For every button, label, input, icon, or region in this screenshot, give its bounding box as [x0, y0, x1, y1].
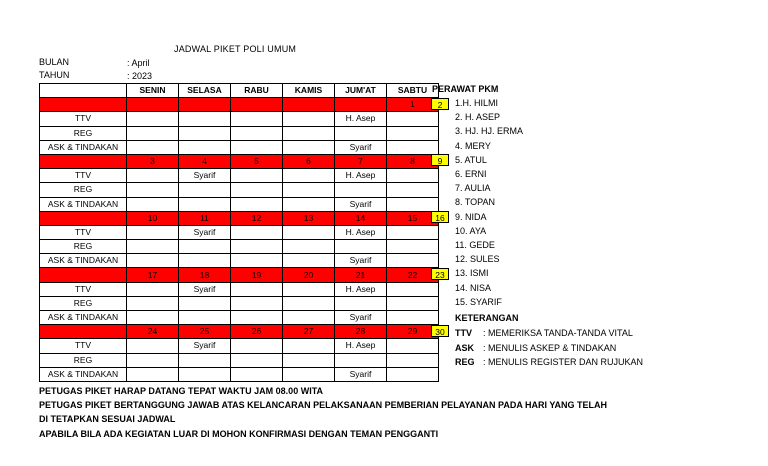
day-header: SELASA	[179, 84, 231, 98]
duty-cell	[231, 240, 283, 254]
duty-cell	[179, 311, 231, 325]
duty-cell: Syarif	[335, 311, 387, 325]
legend-description: : MENULIS REGISTER DAN RUJUKAN	[483, 357, 644, 367]
date-cell: 27	[283, 325, 335, 339]
week-date-row	[40, 268, 439, 282]
date-cell: 18	[179, 268, 231, 282]
note-line: PETUGAS PIKET BERTANGGUNG JAWAB ATAS KELANCARAN PELAKSANAAN PEMBERIAN PELAYANAN PADA HARI YANG TELAH	[39, 400, 608, 410]
nurse-item: 9. NIDA	[455, 211, 487, 222]
duty-cell	[231, 112, 283, 126]
duty-cell	[283, 353, 335, 367]
date-cell: 17	[127, 268, 179, 282]
duty-cell	[387, 296, 439, 310]
date-cell: 6	[283, 154, 335, 168]
duty-cell: Syarif	[335, 367, 387, 381]
date-cell: 11	[179, 211, 231, 225]
duty-row	[40, 140, 439, 154]
duty-cell	[127, 112, 179, 126]
date-cell: 24	[127, 325, 179, 339]
duty-cell	[127, 183, 179, 197]
duty-cell	[387, 367, 439, 381]
nurse-item: 2. H. ASEP	[455, 112, 501, 123]
duty-cell	[283, 126, 335, 140]
date-cell: 12	[231, 211, 283, 225]
duty-cell	[387, 353, 439, 367]
legend-code: REG	[455, 357, 475, 367]
duty-cell	[283, 225, 335, 239]
duty-cell	[179, 353, 231, 367]
legend-description: : MENULIS ASKEP & TINDAKAN	[483, 342, 617, 353]
date-cell: 25	[179, 325, 231, 339]
duty-cell	[127, 240, 179, 254]
duty-label: ASK & TINDAKAN	[40, 367, 127, 381]
date-cell: 5	[231, 154, 283, 168]
legend-code: ASK	[455, 342, 475, 353]
duty-cell	[127, 296, 179, 310]
nurse-item: 10. AYA	[455, 225, 487, 236]
nurse-item: 8. TOPAN	[455, 197, 496, 208]
duty-cell	[127, 339, 179, 353]
duty-label: REG	[40, 126, 127, 140]
keterangan-title: KETERANGAN	[455, 313, 519, 323]
duty-label: TTV	[40, 339, 127, 353]
duty-label: ASK & TINDAKAN	[40, 140, 127, 154]
day-header: JUM'AT	[335, 84, 387, 98]
duty-cell	[387, 169, 439, 183]
duty-cell	[179, 112, 231, 126]
duty-cell	[283, 296, 335, 310]
nurse-item: 14. NISA	[455, 282, 492, 293]
tahun-label: TAHUN	[39, 70, 70, 80]
duty-cell: H. Asep	[335, 169, 387, 183]
note-line: APABILA BILA ADA KEGIATAN LUAR DI MOHON KONFIRMASI DENGAN TEMAN PENGGANTI	[39, 429, 439, 439]
duty-label: TTV	[40, 282, 127, 296]
duty-cell	[335, 126, 387, 140]
schedule-table	[39, 83, 439, 382]
duty-row	[40, 353, 439, 367]
duty-cell: H. Asep	[335, 225, 387, 239]
duty-cell	[387, 126, 439, 140]
duty-cell	[231, 353, 283, 367]
duty-cell	[283, 169, 335, 183]
date-cell	[283, 98, 335, 112]
nurse-item: 13. ISMI	[455, 268, 489, 279]
duty-cell	[283, 367, 335, 381]
duty-cell	[127, 353, 179, 367]
date-cell	[179, 98, 231, 112]
nurse-item: 12. SULES	[455, 254, 500, 265]
duty-label: ASK & TINDAKAN	[40, 197, 127, 211]
legend-description: : MEMERIKSA TANDA-TANDA VITAL	[483, 328, 633, 338]
duty-cell: H. Asep	[335, 112, 387, 126]
nurse-item: 6. ERNI	[455, 169, 487, 179]
duty-cell	[127, 169, 179, 183]
duty-row	[40, 225, 439, 239]
date-row-label	[40, 154, 127, 168]
date-row-label	[40, 211, 127, 225]
date-cell: 8	[387, 154, 439, 168]
duty-cell	[283, 140, 335, 154]
duty-label: ASK & TINDAKAN	[40, 254, 127, 268]
date-cell: 28	[335, 325, 387, 339]
duty-cell: H. Asep	[335, 339, 387, 353]
day-header: KAMIS	[283, 84, 335, 98]
duty-label: REG	[40, 296, 127, 310]
date-cell: 19	[231, 268, 283, 282]
header-row	[40, 84, 439, 98]
duty-cell	[387, 197, 439, 211]
duty-cell	[231, 311, 283, 325]
bulan-value: : April	[127, 58, 150, 68]
duty-cell	[179, 254, 231, 268]
duty-row	[40, 183, 439, 197]
date-cell: 7	[335, 154, 387, 168]
week-date-row	[40, 98, 439, 112]
date-cell: 14	[335, 211, 387, 225]
extra-date-box: 30	[431, 325, 449, 337]
duty-cell: Syarif	[179, 169, 231, 183]
duty-row	[40, 169, 439, 183]
duty-cell	[231, 140, 283, 154]
duty-cell	[231, 225, 283, 239]
duty-label: REG	[40, 353, 127, 367]
date-cell: 15	[387, 211, 439, 225]
nurse-item: 15. SYARIF	[455, 296, 502, 307]
duty-row	[40, 367, 439, 381]
extra-date-box: 23	[431, 268, 449, 280]
date-row-label	[40, 98, 127, 112]
date-cell: 29	[387, 325, 439, 339]
duty-cell	[387, 240, 439, 254]
duty-cell	[231, 296, 283, 310]
date-cell: 22	[387, 268, 439, 282]
nurse-item: 4. MERY	[455, 140, 491, 151]
duty-cell	[231, 197, 283, 211]
nurses-title: PERAWAT PKM	[432, 84, 499, 94]
duty-cell	[231, 254, 283, 268]
date-cell	[231, 98, 283, 112]
duty-cell	[387, 225, 439, 239]
date-row-label	[40, 325, 127, 339]
duty-cell	[127, 367, 179, 381]
nurse-item: 7. AULIA	[455, 183, 491, 194]
nurse-item: 5. ATUL	[455, 154, 487, 165]
duty-cell	[127, 126, 179, 140]
duty-cell	[179, 240, 231, 254]
duty-cell	[387, 140, 439, 154]
duty-cell	[179, 183, 231, 197]
duty-cell	[335, 183, 387, 197]
duty-cell	[335, 296, 387, 310]
duty-cell: Syarif	[179, 225, 231, 239]
page-title: JADWAL PIKET POLI UMUM	[174, 44, 297, 54]
duty-row	[40, 339, 439, 353]
duty-cell	[387, 311, 439, 325]
duty-cell	[127, 225, 179, 239]
legend-code: TTV	[455, 328, 472, 338]
date-cell: 10	[127, 211, 179, 225]
tahun-value: : 2023	[127, 71, 153, 81]
duty-cell	[231, 126, 283, 140]
nurse-item: 3. HJ. HJ. ERMA	[455, 126, 524, 137]
duty-cell	[387, 282, 439, 296]
date-cell	[127, 98, 179, 112]
duty-cell	[127, 140, 179, 154]
duty-row	[40, 296, 439, 310]
duty-cell: Syarif	[179, 339, 231, 353]
duty-cell	[179, 126, 231, 140]
duty-cell	[127, 197, 179, 211]
duty-row	[40, 126, 439, 140]
duty-cell	[231, 169, 283, 183]
duty-cell: Syarif	[179, 282, 231, 296]
header-corner	[40, 84, 127, 98]
duty-cell	[231, 367, 283, 381]
duty-cell: H. Asep	[335, 282, 387, 296]
week-date-row	[40, 211, 439, 225]
duty-cell	[283, 254, 335, 268]
week-date-row	[40, 154, 439, 168]
duty-cell	[387, 183, 439, 197]
extra-date-box: 16	[431, 211, 449, 223]
duty-label: TTV	[40, 112, 127, 126]
day-header: SABTU	[387, 84, 439, 98]
date-cell: 13	[283, 211, 335, 225]
date-row-label	[40, 268, 127, 282]
duty-cell	[283, 282, 335, 296]
date-cell: 3	[127, 154, 179, 168]
duty-cell: Syarif	[335, 140, 387, 154]
date-cell: 21	[335, 268, 387, 282]
duty-label: ASK & TINDAKAN	[40, 311, 127, 325]
duty-cell	[283, 183, 335, 197]
date-cell: 1	[387, 98, 439, 112]
date-cell: 20	[283, 268, 335, 282]
date-cell	[335, 98, 387, 112]
duty-cell: Syarif	[335, 254, 387, 268]
duty-label: TTV	[40, 169, 127, 183]
duty-cell	[179, 296, 231, 310]
duty-cell	[335, 353, 387, 367]
duty-cell	[283, 197, 335, 211]
nurse-item: 1.H. HILMI	[455, 98, 499, 108]
duty-cell	[179, 367, 231, 381]
duty-cell	[387, 112, 439, 126]
duty-row	[40, 282, 439, 296]
duty-cell	[127, 311, 179, 325]
duty-cell	[127, 282, 179, 296]
duty-label: REG	[40, 240, 127, 254]
duty-row	[40, 240, 439, 254]
duty-cell	[231, 183, 283, 197]
duty-cell	[283, 112, 335, 126]
duty-cell	[231, 339, 283, 353]
date-cell: 26	[231, 325, 283, 339]
duty-cell	[127, 254, 179, 268]
duty-row	[40, 197, 439, 211]
note-line: DI TETAPKAN SESUAI JADWAL	[39, 414, 176, 424]
duty-cell	[283, 339, 335, 353]
duty-cell	[231, 282, 283, 296]
duty-label: REG	[40, 183, 127, 197]
duty-cell: Syarif	[335, 197, 387, 211]
duty-cell	[283, 311, 335, 325]
duty-cell	[335, 240, 387, 254]
duty-row	[40, 112, 439, 126]
duty-row	[40, 311, 439, 325]
extra-date-box: 2	[431, 98, 449, 110]
duty-row	[40, 254, 439, 268]
duty-cell	[179, 140, 231, 154]
day-header: RABU	[231, 84, 283, 98]
duty-cell	[387, 254, 439, 268]
duty-cell	[387, 339, 439, 353]
bulan-label: BULAN	[39, 57, 70, 67]
extra-date-box: 9	[431, 154, 449, 166]
week-date-row	[40, 325, 439, 339]
day-header: SENIN	[127, 84, 179, 98]
date-cell: 4	[179, 154, 231, 168]
duty-label: TTV	[40, 225, 127, 239]
duty-cell	[179, 197, 231, 211]
note-line: PETUGAS PIKET HARAP DATANG TEPAT WAKTU JAM 08.00 WITA	[39, 386, 324, 396]
nurse-item: 11. GEDE	[455, 240, 495, 250]
duty-cell	[283, 240, 335, 254]
